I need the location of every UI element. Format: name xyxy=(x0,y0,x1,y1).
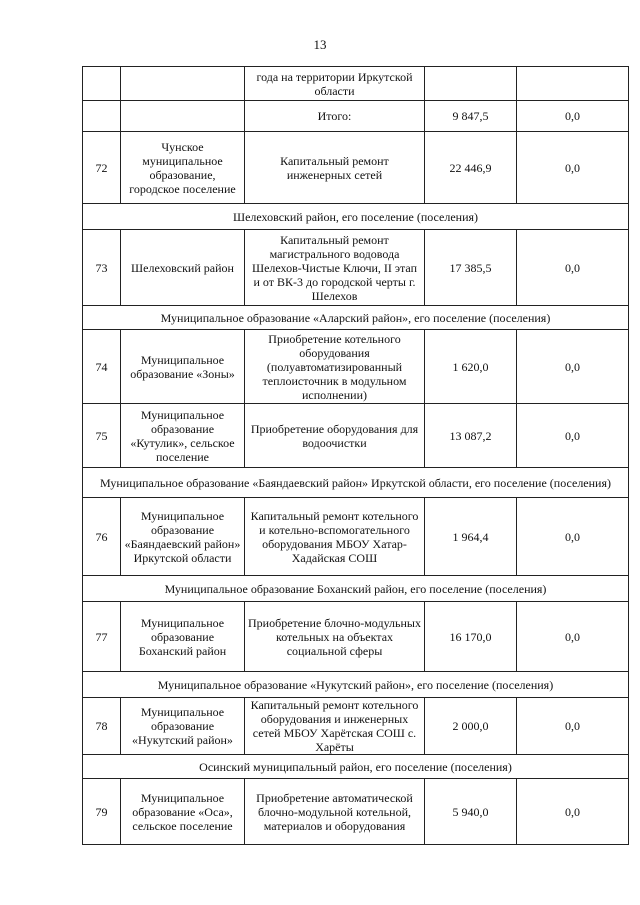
table-row xyxy=(83,230,629,306)
cell-num: 73 xyxy=(83,230,121,306)
cell-value2: 0,0 xyxy=(517,230,629,306)
table-row xyxy=(83,132,629,204)
cell-value1: 16 170,0 xyxy=(425,602,517,672)
total-row xyxy=(83,101,629,132)
section-header-row xyxy=(83,306,629,330)
cell-description: года на территории Иркутской области xyxy=(245,67,425,101)
section-header-row xyxy=(83,755,629,779)
cell-value1: 13 087,2 xyxy=(425,404,517,468)
cell-value1 xyxy=(425,67,517,101)
cell-num: 72 xyxy=(83,132,121,204)
cell-value2: 0,0 xyxy=(517,404,629,468)
cell-description: Капитальный ремонт котельного и котельно-вспомогательного оборудования МБОУ Хатар-Хадайская СОШ xyxy=(245,498,425,576)
data-table xyxy=(82,66,629,845)
total-value: 9 847,5 xyxy=(425,101,517,132)
cell-description: Капитальный ремонт инженерных сетей xyxy=(245,132,425,204)
cell-value1: 1 964,4 xyxy=(425,498,517,576)
cell-municipality: Муниципальное образование «Оса», сельское поселение xyxy=(121,779,245,845)
section-header-row xyxy=(83,672,629,698)
section-title: Муниципальное образование «Аларский район», его поселение (поселения) xyxy=(83,306,629,330)
cell-municipality: Муниципальное образование «Зоны» xyxy=(121,330,245,404)
cell-municipality: Шелеховский район xyxy=(121,230,245,306)
section-header-row xyxy=(83,468,629,498)
table-row xyxy=(83,404,629,468)
cell-description: Приобретение котельного оборудования (полуавтоматизированный теплоисточник в модульном исполнении) xyxy=(245,330,425,404)
cell-num: 79 xyxy=(83,779,121,845)
section-title: Осинский муниципальный район, его поселение (поселения) xyxy=(83,755,629,779)
table-row xyxy=(83,330,629,404)
cell-value1: 17 385,5 xyxy=(425,230,517,306)
page-number: 13 xyxy=(313,37,327,52)
cell-municipality: Муниципальное образование «Нукутский район» xyxy=(121,698,245,755)
cell-description: Приобретение блочно-модульных котельных на объектах социальной сферы xyxy=(245,602,425,672)
cell-value2: 0,0 xyxy=(517,498,629,576)
cell-num xyxy=(83,67,121,101)
cell-value2: 0,0 xyxy=(517,132,629,204)
section-title: Муниципальное образование Боханский район, его поселение (поселения) xyxy=(83,576,629,602)
cell-municipality: Муниципальное образование «Баяндаевский район» Иркутской области xyxy=(121,498,245,576)
table-row xyxy=(83,602,629,672)
cell-num xyxy=(83,101,121,132)
cell-municipality: Муниципальное образование «Кутулик», сельское поселение xyxy=(121,404,245,468)
section-title: Муниципальное образование «Нукутский район», его поселение (поселения) xyxy=(83,672,629,698)
cell-value1: 22 446,9 xyxy=(425,132,517,204)
cell-description: Капитальный ремонт магистрального водовода Шелехов-Чистые Ключи, II этап и от ВК-3 до городской черты г. Шелехов xyxy=(245,230,425,306)
cell-num: 74 xyxy=(83,330,121,404)
section-title: Шелеховский район, его поселение (поселения) xyxy=(83,204,629,230)
cell-num: 76 xyxy=(83,498,121,576)
cell-value2: 0,0 xyxy=(517,330,629,404)
cell-value1: 5 940,0 xyxy=(425,779,517,845)
cell-municipality: Чунское муниципальное образование, городское поселение xyxy=(121,132,245,204)
cell-description: Приобретение автоматической блочно-модульной котельной, материалов и оборудования xyxy=(245,779,425,845)
cell-num: 78 xyxy=(83,698,121,755)
total-label: Итого: xyxy=(245,101,425,132)
cell-municipality: Муниципальное образование Боханский район xyxy=(121,602,245,672)
section-header-row xyxy=(83,204,629,230)
table-row xyxy=(83,498,629,576)
cell-description: Приобретение оборудования для водоочистки xyxy=(245,404,425,468)
cell-num: 77 xyxy=(83,602,121,672)
continuation-row xyxy=(83,67,629,101)
section-title: Муниципальное образование «Баяндаевский район» Иркутской области, его поселение (поселения) xyxy=(83,468,629,498)
cell-value2: 0,0 xyxy=(517,602,629,672)
cell-description: Капитальный ремонт котельного оборудования и инженерных сетей МБОУ Харётская СОШ с. Харёты xyxy=(245,698,425,755)
section-header-row xyxy=(83,576,629,602)
total-value2: 0,0 xyxy=(517,101,629,132)
cell-value2: 0,0 xyxy=(517,698,629,755)
table-row xyxy=(83,779,629,845)
cell-value2: 0,0 xyxy=(517,779,629,845)
cell-municipality xyxy=(121,101,245,132)
cell-value1: 2 000,0 xyxy=(425,698,517,755)
cell-value1: 1 620,0 xyxy=(425,330,517,404)
cell-num: 75 xyxy=(83,404,121,468)
cell-municipality xyxy=(121,67,245,101)
table-row xyxy=(83,698,629,755)
cell-value2 xyxy=(517,67,629,101)
